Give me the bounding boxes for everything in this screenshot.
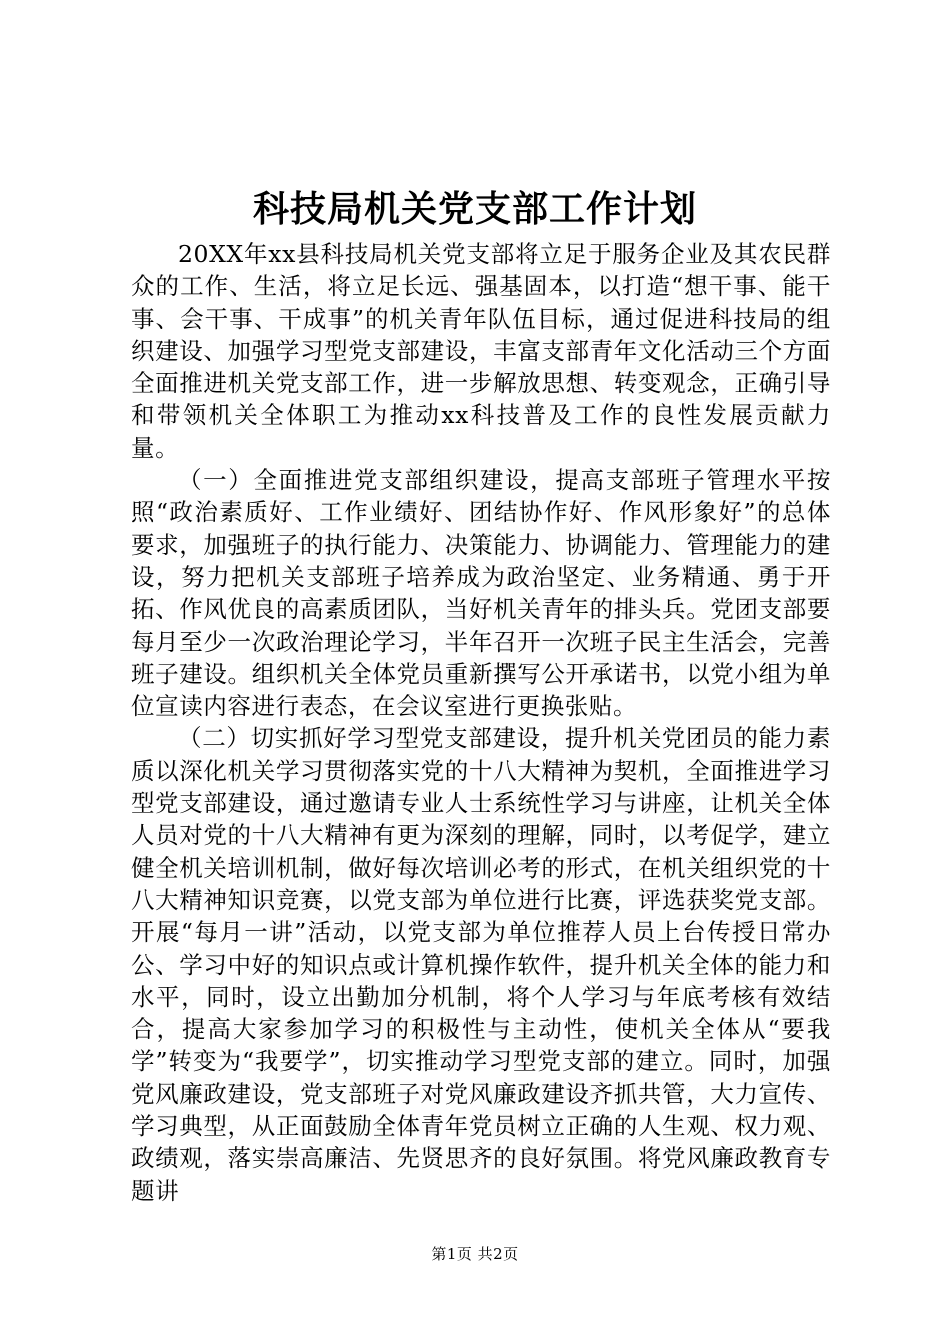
document-body	[131, 238, 831, 1207]
paragraph-section-2: （二）切实抓好学习型党支部建设，提升机关党团员的能力素质以深化机关学习贯彻落实党的十八大精神为契机，全面推进学习型党支部建设，通过邀请专业人士系统性学习与讲座，让机关全体人员对党的十八大精神有更为深刻的理解，同时，以考促学，建立健全机关培训机制，做好每次培训必考的形式，在机关组织党的十八大精神知识竞赛，以党支部为单位进行比赛，评选获奖党支部。开展“每月一讲”活动，以党支部为单位推荐人员上台传授日常办公、学习中好的知识点或计算机操作软件，提升机关全体的能力和水平，同时，设立出勤加分机制，将个人学习与年底考核有效结合，提高大家参加学习的积极性与主动性，使机关全体从“要我学”转变为“我要学”，切实推动学习型党支部的建立。同时，加强党风廉政建设，党支部班子对党风廉政建设齐抓共管，大力宣传、学习典型，从正面鼓励全体青年党员树立正确的人生观、权力观、政绩观，落实崇高廉洁、先贤思齐的良好氛围。将党风廉政教育专题讲	[131, 724, 831, 1205]
paragraph-section-1: （一）全面推进党支部组织建设，提高支部班子管理水平按照“政治素质好、工作业绩好、团结协作好、作风形象好”的总体要求，加强班子的执行能力、决策能力、协调能力、管理能力的建设，努力把机关支部班子培养成为政治坚定、业务精通、勇于开拓、作风优良的高素质团队，当好机关青年的排头兵。党团支部要每月至少一次政治理论学习，半年召开一次班子民主生活会，完善班子建设。组织机关全体党员重新撰写公开承诺书，以党小组为单位宣读内容进行表态，在会议室进行更换张贴。	[131, 466, 831, 721]
page-number-footer: 第1页 共2页	[431, 1245, 519, 1263]
paragraph-intro: 20XX年xx县科技局机关党支部将立足于服务企业及其农民群众的工作、生活，将立足长远、强基固本，以打造“想干事、能干事、会干事、干成事”的机关青年队伍目标，通过促进科技局的组织建设、加强学习型党支部建设，丰富支部青年文化活动三个方面全面推进机关党支部工作，进一步解放思想、转变观念，正确引导和带领机关全体职工为推动xx科技普及工作的良性发展贡献力量。	[131, 240, 831, 462]
document-title: 科技局机关党支部工作计划	[252, 188, 697, 230]
